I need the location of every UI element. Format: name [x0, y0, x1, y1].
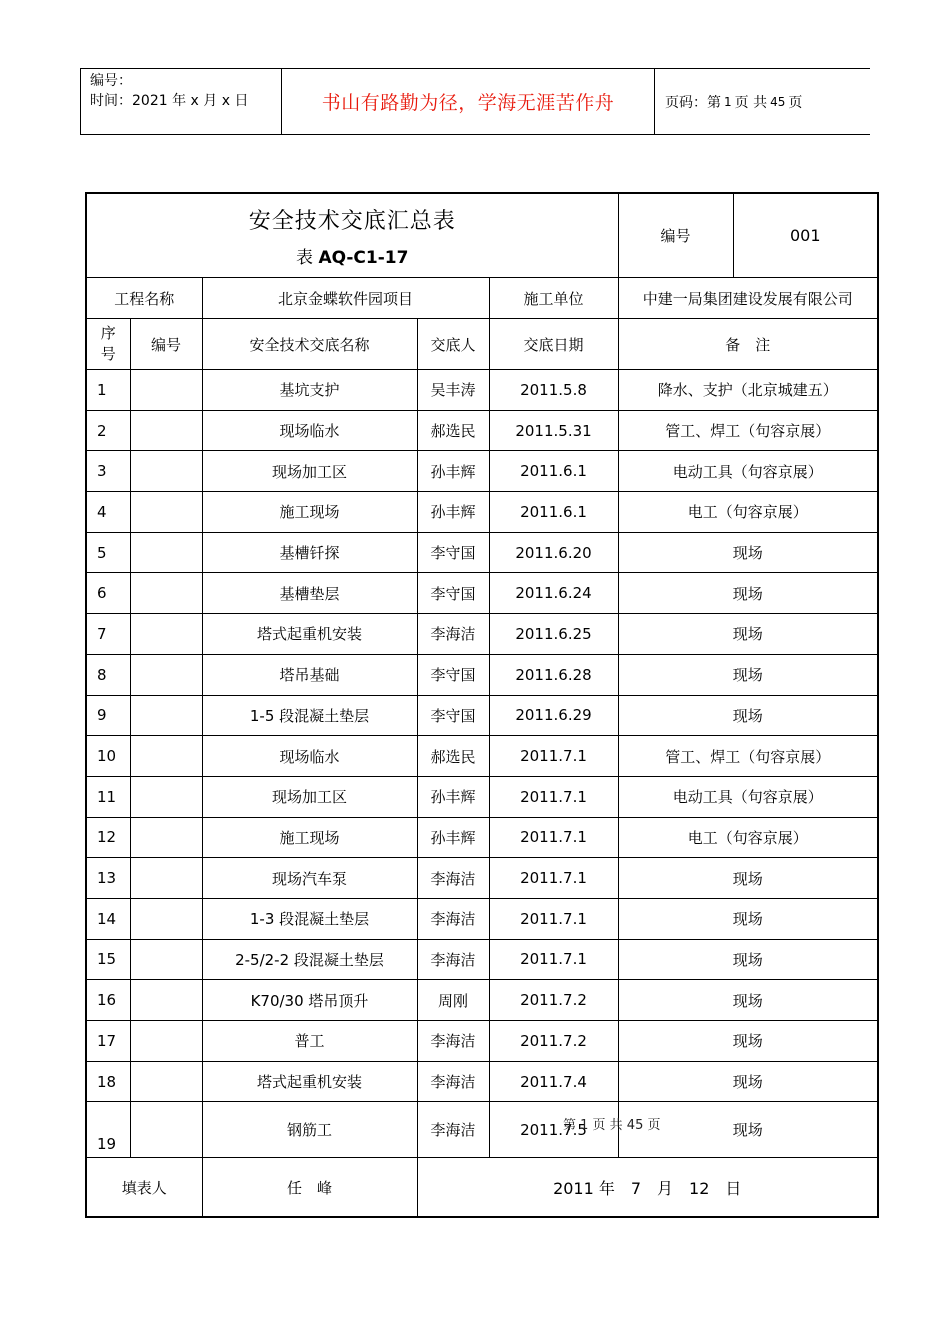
- row-no: 11: [86, 776, 130, 817]
- row-person: 李守国: [417, 695, 489, 736]
- row-name: 施工现场: [202, 817, 417, 858]
- row-code: [130, 614, 202, 655]
- table-row: [86, 370, 878, 411]
- row-code: [130, 817, 202, 858]
- col-person: 交底人: [417, 319, 489, 370]
- row-person: 李守国: [417, 654, 489, 695]
- form-title-cell: [86, 193, 618, 278]
- row-date: 2011.7.1: [489, 898, 618, 939]
- row-person: 李海洁: [417, 858, 489, 899]
- row-person: 李海洁: [417, 1102, 489, 1158]
- row-person: 李海洁: [417, 614, 489, 655]
- row-no: 15: [86, 939, 130, 980]
- row-person: 郝选民: [417, 736, 489, 777]
- row-remark: 电工（句容京展）: [618, 817, 878, 858]
- row-remark: 电动工具（句容京展）: [618, 776, 878, 817]
- row-name: 基坑支护: [202, 370, 417, 411]
- row-no: 17: [86, 1021, 130, 1062]
- row-code: [130, 492, 202, 533]
- row-remark: 现场: [618, 980, 878, 1021]
- page-suffix: 页: [788, 94, 803, 111]
- row-code: [130, 532, 202, 573]
- col-seq-label: 序号: [100, 324, 116, 363]
- table-row: [86, 410, 878, 451]
- table-row: [86, 776, 878, 817]
- page-current: 1: [724, 94, 732, 109]
- row-code: [130, 776, 202, 817]
- table-row: [86, 1021, 878, 1062]
- row-name: 现场加工区: [202, 776, 417, 817]
- row-no: 3: [86, 451, 130, 492]
- row-code: [130, 370, 202, 411]
- row-remark: 现场: [618, 532, 878, 573]
- row-person: 李守国: [417, 573, 489, 614]
- row-person: 郝选民: [417, 410, 489, 451]
- row-no: 12: [86, 817, 130, 858]
- row-date: 2011.7.1: [489, 939, 618, 980]
- row-code: [130, 1102, 202, 1158]
- row-name: K70/30 塔吊顶升: [202, 980, 417, 1021]
- row-remark: 降水、支护（北京城建五）: [618, 370, 878, 411]
- row-person: 孙丰辉: [417, 451, 489, 492]
- row-date: 2011.6.20: [489, 532, 618, 573]
- row-person: 李海洁: [417, 1061, 489, 1102]
- row-remark: 现场: [618, 939, 878, 980]
- fill-date: 2011 年 7 月 12 日: [417, 1158, 878, 1218]
- row-name: 塔式起重机安装: [202, 1061, 417, 1102]
- document-header: [80, 68, 870, 135]
- table-row: [86, 614, 878, 655]
- row-name: 普工: [202, 1021, 417, 1062]
- row-person: 李海洁: [417, 939, 489, 980]
- column-header-row: [86, 319, 878, 370]
- row-person: 孙丰辉: [417, 492, 489, 533]
- row-no: 5: [86, 532, 130, 573]
- project-row: [86, 278, 878, 319]
- safety-briefing-summary-table: [85, 192, 879, 1218]
- form-title: 安全技术交底汇总表: [248, 208, 456, 234]
- row-person: 李海洁: [417, 898, 489, 939]
- table-row: [86, 573, 878, 614]
- row-date: 2011.7.4: [489, 1061, 618, 1102]
- row-no: 4: [86, 492, 130, 533]
- table-row: [86, 858, 878, 899]
- table-row: [86, 736, 878, 777]
- row-name: 基槽钎探: [202, 532, 417, 573]
- row-no: 6: [86, 573, 130, 614]
- row-remark: 现场: [618, 695, 878, 736]
- table-row: [86, 1061, 878, 1102]
- row-no: 10: [86, 736, 130, 777]
- row-date: 2011.6.1: [489, 451, 618, 492]
- row-remark: 现场: [618, 614, 878, 655]
- row-remark: 现场: [618, 858, 878, 899]
- row-code: [130, 736, 202, 777]
- header-meta: [81, 69, 282, 134]
- table-row: [86, 532, 878, 573]
- row-code: [130, 898, 202, 939]
- table-row: [86, 898, 878, 939]
- row-code: [130, 1021, 202, 1062]
- row-no: 19: [86, 1102, 130, 1158]
- row-date: 2011.7.1: [489, 776, 618, 817]
- row-name: 现场加工区: [202, 451, 417, 492]
- row-remark: 现场: [618, 1102, 878, 1158]
- page-total: 45: [770, 94, 786, 109]
- row-remark: 现场: [618, 898, 878, 939]
- row-remark: 电动工具（句容京展）: [618, 451, 878, 492]
- row-name: 施工现场: [202, 492, 417, 533]
- header-motto: 书山有路勤为径，学海无涯苦作舟: [282, 69, 655, 134]
- row-code: [130, 980, 202, 1021]
- row-person: 孙丰辉: [417, 817, 489, 858]
- row-date: 2011.7.1: [489, 736, 618, 777]
- row-person: 孙丰辉: [417, 776, 489, 817]
- header-code-label: 编号：: [90, 73, 132, 89]
- table-row: [86, 492, 878, 533]
- table-row: [86, 1102, 878, 1158]
- project-label: 工程名称: [86, 278, 202, 319]
- row-person: 李守国: [417, 532, 489, 573]
- table-row: [86, 654, 878, 695]
- row-date: 2011.6.29: [489, 695, 618, 736]
- row-name: 现场汽车泵: [202, 858, 417, 899]
- row-code: [130, 858, 202, 899]
- row-person: 吴丰涛: [417, 370, 489, 411]
- form-code: AQ-C1-17: [318, 247, 409, 268]
- row-person: 李海洁: [417, 1021, 489, 1062]
- number-label: 编号: [618, 193, 733, 278]
- row-name: 现场临水: [202, 736, 417, 777]
- row-date: 2011.7.5: [489, 1102, 618, 1158]
- number-value: 001: [733, 193, 878, 278]
- form-subtitle: [87, 243, 618, 268]
- row-date: 2011.5.8: [489, 370, 618, 411]
- table-row: [86, 695, 878, 736]
- row-code: [130, 695, 202, 736]
- table-row: [86, 817, 878, 858]
- row-remark: 现场: [618, 654, 878, 695]
- row-no: 2: [86, 410, 130, 451]
- row-name: 塔式起重机安装: [202, 614, 417, 655]
- col-name: 安全技术交底名称: [202, 319, 417, 370]
- table-row: [86, 451, 878, 492]
- row-code: [130, 939, 202, 980]
- row-remark: 管工、焊工（句容京展）: [618, 410, 878, 451]
- col-date: 交底日期: [489, 319, 618, 370]
- row-no: 14: [86, 898, 130, 939]
- col-code: 编号: [130, 319, 202, 370]
- row-no: 16: [86, 980, 130, 1021]
- row-no: 9: [86, 695, 130, 736]
- row-remark: 现场: [618, 1061, 878, 1102]
- row-name: 基槽垫层: [202, 573, 417, 614]
- table-row: [86, 939, 878, 980]
- row-date: 2011.7.2: [489, 980, 618, 1021]
- row-remark: 现场: [618, 1021, 878, 1062]
- row-no: 1: [86, 370, 130, 411]
- title-row: [86, 193, 878, 278]
- row-name: 2-5/2-2 段混凝土垫层: [202, 939, 417, 980]
- row-name: 塔吊基础: [202, 654, 417, 695]
- unit-value: 中建一局集团建设发展有限公司: [618, 278, 878, 319]
- row-remark: 电工（句容京展）: [618, 492, 878, 533]
- row-date: 2011.6.24: [489, 573, 618, 614]
- row-date: 2011.6.25: [489, 614, 618, 655]
- row-code: [130, 573, 202, 614]
- row-no: 18: [86, 1061, 130, 1102]
- row-code: [130, 451, 202, 492]
- row-name: 钢筋工: [202, 1102, 417, 1158]
- row-code: [130, 410, 202, 451]
- header-page-info: [655, 69, 870, 134]
- project-value: 北京金蝶软件园项目: [202, 278, 489, 319]
- col-remark: 备 注: [618, 319, 878, 370]
- row-name: 1-3 段混凝土垫层: [202, 898, 417, 939]
- page-mid: 页 共: [734, 94, 768, 111]
- row-name: 1-5 段混凝土垫层: [202, 695, 417, 736]
- filler-label: 填表人: [86, 1158, 202, 1218]
- row-date: 2011.7.2: [489, 1021, 618, 1062]
- row-no: 8: [86, 654, 130, 695]
- row-date: 2011.7.1: [489, 817, 618, 858]
- col-seq: [86, 319, 130, 370]
- row-code: [130, 1061, 202, 1102]
- page-prefix: 页码：第: [665, 94, 721, 111]
- row-person: 周刚: [417, 980, 489, 1021]
- row-name: 现场临水: [202, 410, 417, 451]
- page-overlay-text: 第 1 页 共 45 页: [563, 1118, 661, 1133]
- form-subtitle-prefix: 表: [296, 247, 314, 268]
- row-remark: 管工、焊工（句容京展）: [618, 736, 878, 777]
- table-row: [86, 980, 878, 1021]
- footer-row: [86, 1158, 878, 1218]
- row-remark: 现场: [618, 573, 878, 614]
- row-no: 13: [86, 858, 130, 899]
- unit-label: 施工单位: [489, 278, 618, 319]
- row-date: 2011.6.28: [489, 654, 618, 695]
- header-time-label: 时间：2021 年 x 月 x 日: [90, 93, 249, 109]
- row-date: 2011.6.1: [489, 492, 618, 533]
- filler-name: 任 峰: [202, 1158, 417, 1218]
- row-no: 7: [86, 614, 130, 655]
- row-date: 2011.7.1: [489, 858, 618, 899]
- row-code: [130, 654, 202, 695]
- row-date: 2011.5.31: [489, 410, 618, 451]
